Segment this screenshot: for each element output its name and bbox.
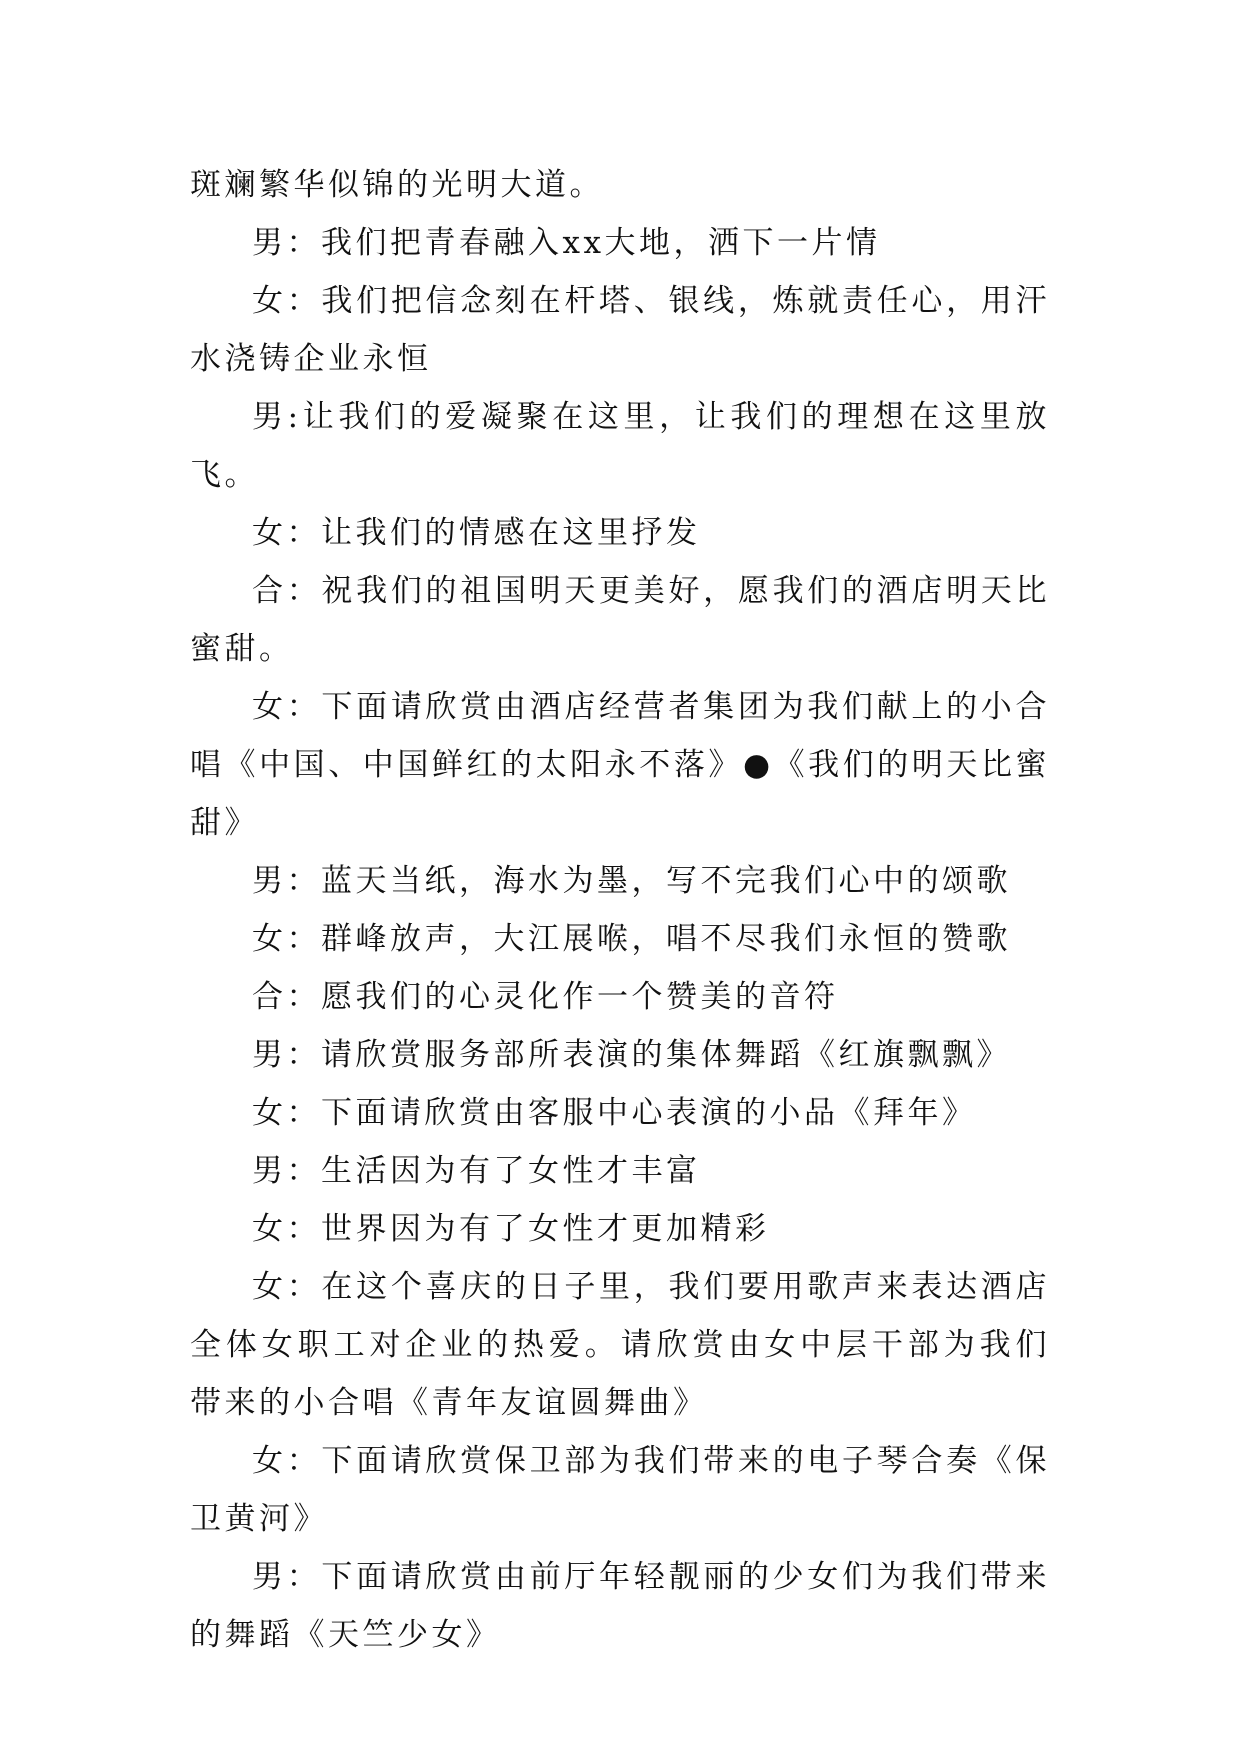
paragraph: 男:让我们的爱凝聚在这里，让我们的理想在这里放飞。 xyxy=(190,399,1050,493)
paragraph: 女：下面请欣赏由客服中心表演的小品《拜年》 xyxy=(252,1095,977,1131)
paragraph: 男：生活因为有了女性才丰富 xyxy=(252,1153,701,1189)
document-body xyxy=(190,156,1050,1664)
paragraph: 男：下面请欣赏由前厅年轻靓丽的少女们为我们带来的舞蹈《天竺少女》 xyxy=(190,1559,1050,1653)
paragraph: 女：世界因为有了女性才更加精彩 xyxy=(252,1211,770,1247)
paragraph: 男：请欣赏服务部所表演的集体舞蹈《红旗飘飘》 xyxy=(252,1037,1011,1073)
paragraph: 女：下面请欣赏保卫部为我们带来的电子琴合奏《保卫黄河》 xyxy=(190,1443,1050,1537)
paragraph: 斑斓繁华似锦的光明大道。 xyxy=(190,167,604,203)
paragraph: 合：愿我们的心灵化作一个赞美的音符 xyxy=(252,979,839,1015)
paragraph: 合：祝我们的祖国明天更美好，愿我们的酒店明天比蜜甜。 xyxy=(190,573,1050,667)
paragraph: 女：下面请欣赏由酒店经营者集团为我们献上的小合唱《中国、中国鲜红的太阳永不落》●《我们的明天比蜜甜》 xyxy=(190,689,1050,841)
paragraph: 女：我们把信念刻在杆塔、银线，炼就责任心，用汗水浇铸企业永恒 xyxy=(190,283,1050,377)
paragraph: 女：在这个喜庆的日子里，我们要用歌声来表达酒店全体女职工对企业的热爱。请欣赏由女中层干部为我们带来的小合唱《青年友谊圆舞曲》 xyxy=(190,1269,1050,1421)
paragraph: 男：我们把青春融入xx大地，洒下一片情 xyxy=(252,225,881,261)
paragraph: 女：让我们的情感在这里抒发 xyxy=(252,515,701,551)
paragraph: 男：蓝天当纸，海水为墨，写不完我们心中的颂歌 xyxy=(252,863,1011,899)
paragraph: 女：群峰放声，大江展喉，唱不尽我们永恒的赞歌 xyxy=(252,921,1011,957)
